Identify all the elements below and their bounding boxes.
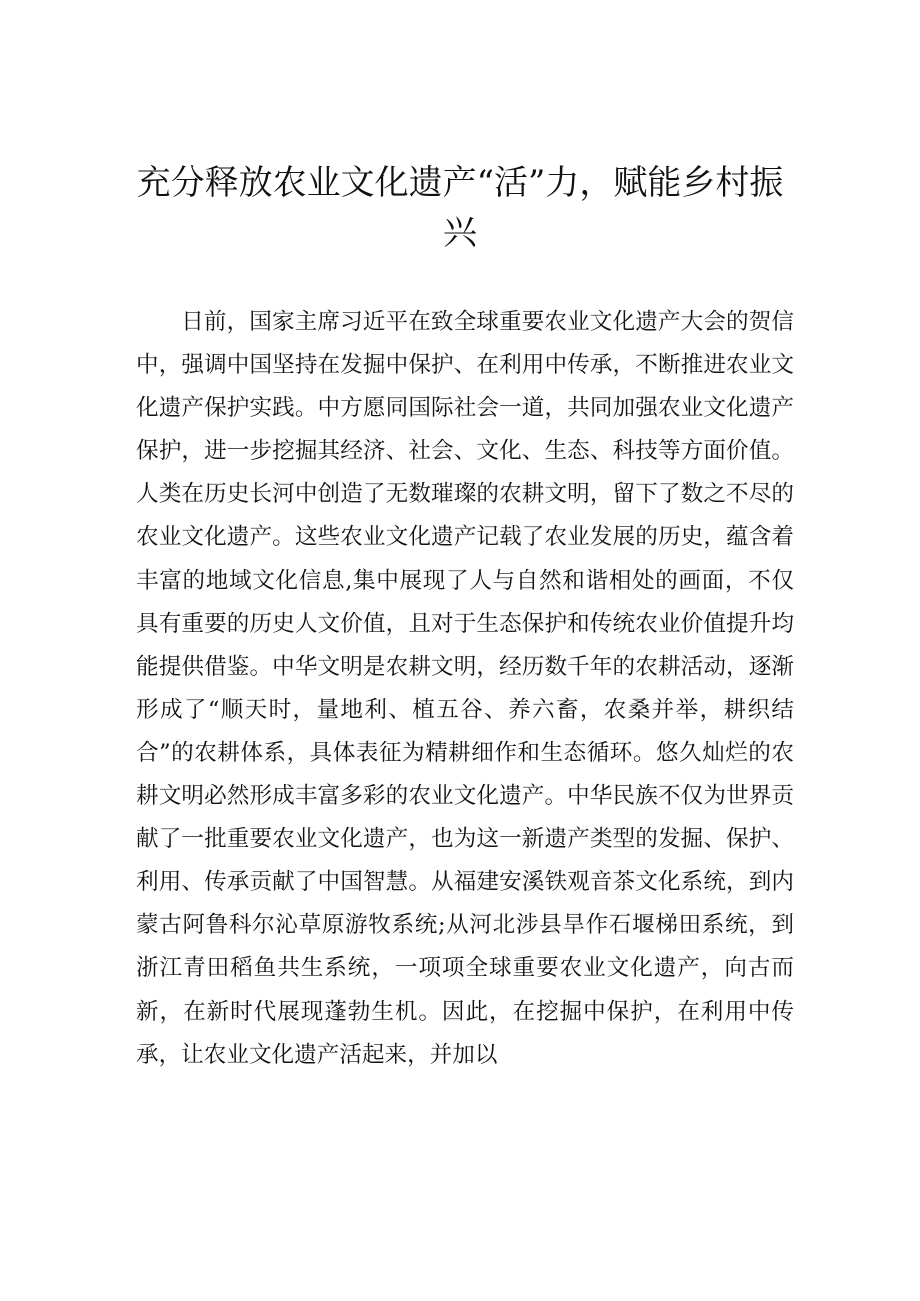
body-paragraph: 日前，国家主席习近平在致全球重要农业文化遗产大会的贺信中，强调中国坚持在发掘中保护、在利用中传承，不断推进农业文化遗产保护实践。中方愿同国际社会一道，共同加强农业文化遗产保护，进一步挖掘其经济、社会、文化、生态、科技等方面价值。人类在历史长河中创造了无数璀璨的农耕文明，留下了数之不尽的农业文化遗产。这些农业文化遗产记载了农业发展的历史，蕴含着丰富的地域文化信息,集中展现了人与自然和谐相处的画面，不仅具有重要的历史人文价值，且对于生态保护和传统农业价值提升均能提供借鉴。中华文明是农耕文明，经历数千年的农耕活动，逐渐形成了“顺天时，量地利、植五谷、养六畜，农桑并举，耕织结合”的农耕体系，具体表征为精耕细作和生态循环。悠久灿烂的农耕文明必然形成丰富多彩的农业文化遗产。中华民族不仅为世界贡献了一批重要农业文化遗产，也为这一新遗产类型的发掘、保护、利用、传承贡献了中国智慧。从福建安溪铁观音茶文化系统，到内蒙古阿鲁科尔沁草原游牧系统;从河北涉县旱作石堰梯田系统，到浙江青田稻鱼共生系统，一项项全球重要农业文化遗产，向古而新，在新时代展现蓬勃生机。因此，在挖掘中保护，在利用中传承，让农业文化遗产活起来，并加以 [136,309,794,1068]
document-title: 充分释放农业文化遗产“活”力，赋能乡村振兴 [136,163,784,253]
